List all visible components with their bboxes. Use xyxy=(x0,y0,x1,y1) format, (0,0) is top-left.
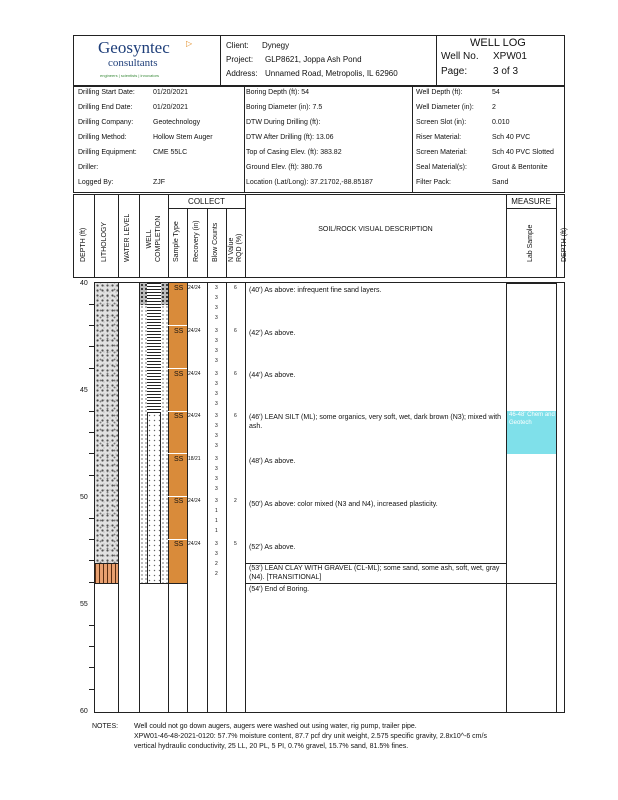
blow-count: 3 xyxy=(215,401,218,407)
description-line: (42') As above. xyxy=(249,330,296,337)
blow-count: 3 xyxy=(215,348,218,354)
well-borehole-column xyxy=(147,413,161,583)
n-value: 5 xyxy=(234,541,237,547)
notes-line: vertical hydraulic conductivity, 25 LL, 20 PL, 5 PI, 0.7% gravel, 15.7% sand, 81.5% fines. xyxy=(134,743,409,750)
info-row: Location (Lat/Long): 37.21702,-88.85187 xyxy=(246,179,373,186)
logo-sub: consultants xyxy=(108,57,158,69)
info-row: Well Diameter (in): 2 xyxy=(416,104,496,111)
well-annulus-grout-right xyxy=(161,283,168,305)
info-row: Ground Elev. (ft): 380.76 xyxy=(246,164,323,171)
info-row: Seal Material(s): Grout & Bentonite xyxy=(416,164,548,171)
client-label: Client: xyxy=(226,41,249,50)
sample-type: SS xyxy=(174,498,184,505)
description-line: (52') As above. xyxy=(249,544,296,551)
description-line: (48') As above. xyxy=(249,458,296,465)
lab-sample-label: 46-48' Chem and Geotech xyxy=(509,412,555,426)
measure-header: MEASURE xyxy=(511,197,551,206)
page-value: 3 of 3 xyxy=(493,66,519,77)
blow-count: 3 xyxy=(215,486,218,492)
blow-count: 3 xyxy=(215,551,218,557)
info-row: Drilling Start Date: 01/20/2021 xyxy=(78,89,189,96)
blow-count: 2 xyxy=(215,561,218,567)
info-row: Screen Material: Sch 40 PVC Slotted xyxy=(416,149,554,156)
info-col-1 xyxy=(78,88,213,193)
info-row: Riser Material: Sch 40 PVC xyxy=(416,134,531,141)
well-completion-col-header: WELL COMPLETION xyxy=(146,215,162,262)
n-value: 6 xyxy=(234,285,237,291)
info-row: Boring Diameter (in): 7.5 xyxy=(246,104,323,111)
blow-count: 3 xyxy=(215,305,218,311)
well-filter-sand-left xyxy=(140,305,147,583)
recovery-value: 24/24 xyxy=(188,413,201,419)
notes-label: NOTES: xyxy=(92,723,119,730)
blow-count: 3 xyxy=(215,358,218,364)
description-line: (50') As above: color mixed (N3 and N4), increased plasticity. xyxy=(249,501,438,508)
info-row: Screen Slot (in): 0.010 xyxy=(416,119,510,126)
sample-type: SS xyxy=(174,328,184,335)
depth-col-header: DEPTH (ft) xyxy=(80,227,87,262)
lithology-col-header: LITHOLOGY xyxy=(101,221,108,262)
sample-type: SS xyxy=(174,413,184,420)
recovery-value: 24/24 xyxy=(188,498,201,504)
well-no-value: XPW01 xyxy=(493,51,527,62)
depth-tick-label: 55 xyxy=(80,601,88,608)
lithology-ash-fill xyxy=(95,283,118,563)
blow-count: 3 xyxy=(215,413,218,419)
company-logo xyxy=(98,39,208,78)
notes-line: Well could not go down augers, augers were washed out using water, rig pump, trailer pipe. xyxy=(134,723,417,730)
description-line: (54') End of Boring. xyxy=(249,586,310,593)
info-col-2 xyxy=(246,88,373,193)
info-row: DTW After Drilling (ft): 13.06 xyxy=(246,134,334,141)
recovery-value: 24/24 xyxy=(188,541,201,547)
client-value: Dynegy xyxy=(262,41,290,50)
description-header: SOIL/ROCK VISUAL DESCRIPTION xyxy=(318,226,433,233)
blow-count: 3 xyxy=(215,315,218,321)
lithology-clay-gravel xyxy=(95,563,118,583)
sample-type-col-header: Sample Type xyxy=(173,221,180,262)
info-row: Drilling Method: Hollow Stem Auger xyxy=(78,134,213,141)
notes-line: XPW01-46-48-2021-0120: 57.7% moisture content, 87.7 pcf dry unit weight, 2.575 specific gravity, 2.8x10^-6 cm/s xyxy=(134,733,487,740)
info-row: Logged By: ZJF xyxy=(78,179,166,186)
info-row: Top of Casing Elev. (ft): 383.82 xyxy=(246,149,342,156)
blow-count: 3 xyxy=(215,328,218,334)
lab-sample-col-header: Lab Sample xyxy=(527,224,534,262)
info-row: Driller: xyxy=(78,164,99,171)
blow-count: 3 xyxy=(215,371,218,377)
project-label: Project: xyxy=(226,55,254,64)
log-title: WELL LOG xyxy=(470,37,526,49)
depth-tick-label: 40 xyxy=(80,280,88,287)
description-line: (46') LEAN SILT (ML); some organics, very soft, wet, dark brown (N3); mixed with ash. xyxy=(249,414,501,430)
blow-count: 3 xyxy=(215,456,218,462)
sample-type: SS xyxy=(174,541,184,548)
blow-count: 3 xyxy=(215,391,218,397)
blow-count: 3 xyxy=(215,476,218,482)
blow-count: 1 xyxy=(215,518,218,524)
info-row: DTW During Drilling (ft): xyxy=(246,119,321,126)
info-row: Filter Pack: Sand xyxy=(416,179,509,186)
n-value: 6 xyxy=(234,413,237,419)
recovery-value: 24/24 xyxy=(188,371,201,377)
blow-count: 2 xyxy=(215,571,218,577)
description-line: (44') As above. xyxy=(249,372,296,379)
sample-type: SS xyxy=(174,285,184,292)
well-annulus-grout-left xyxy=(140,283,147,305)
recovery-value: 24/24 xyxy=(188,328,201,334)
water-level-col-header: WATER LEVEL xyxy=(124,213,131,262)
depth-tick-label: 50 xyxy=(80,494,88,501)
blow-count: 3 xyxy=(215,381,218,387)
info-row: Drilling Company: Geotechnology xyxy=(78,119,201,126)
well-no-label: Well No. xyxy=(441,51,479,62)
sample-type: SS xyxy=(174,371,184,378)
logo-name: Geosyntec xyxy=(98,38,170,57)
info-row: Drilling End Date: 01/20/2021 xyxy=(78,104,189,111)
blow-count: 3 xyxy=(215,295,218,301)
depth-tick-label: 45 xyxy=(80,387,88,394)
recovery-value: 24/24 xyxy=(188,285,201,291)
blow-count: 1 xyxy=(215,528,218,534)
blow-count: 3 xyxy=(215,423,218,429)
page-label: Page: xyxy=(441,66,468,77)
address-value: Unnamed Road, Metropolis, IL 62960 xyxy=(265,69,398,78)
info-row: Drilling Equipment: CME 55LC xyxy=(78,149,188,156)
project-value: GLP8621, Joppa Ash Pond xyxy=(265,55,362,64)
n-value: 2 xyxy=(234,498,237,504)
blow-count: 1 xyxy=(215,508,218,514)
blow-count: 3 xyxy=(215,541,218,547)
blow-count: 3 xyxy=(215,443,218,449)
recovery-value: 18/21 xyxy=(188,456,201,462)
logo-tagline: engineers | scientists | innovators xyxy=(100,73,159,78)
blow-count: 3 xyxy=(215,338,218,344)
description-line: (53') LEAN CLAY WITH GRAVEL (CL-ML); some sand, some ash, soft, wet, gray (N4). [TRANSITIONAL] xyxy=(249,565,500,581)
sample-type: SS xyxy=(174,456,184,463)
info-row: Boring Depth (ft): 54 xyxy=(246,89,310,96)
n-value: 6 xyxy=(234,328,237,334)
description-line: (40') As above: infrequent fine sand layers. xyxy=(249,287,382,294)
well-filter-sand-right xyxy=(161,305,168,583)
depth-right-col-header: DEPTH (ft) xyxy=(561,227,568,262)
collect-header: COLLECT xyxy=(188,197,225,206)
depth-tick-label: 60 xyxy=(80,708,88,715)
blow-count: 3 xyxy=(215,433,218,439)
recovery-col-header: Recovery (in) xyxy=(193,220,200,262)
blow-counts-col-header: Blow Counts xyxy=(212,222,219,262)
blow-count: 3 xyxy=(215,498,218,504)
n-value-col-header: N Value RQD (%) xyxy=(228,233,243,262)
well-screen xyxy=(147,283,161,413)
blow-count: 3 xyxy=(215,285,218,291)
address-label: Address: xyxy=(226,69,258,78)
info-row: Well Depth (ft): 54 xyxy=(416,89,500,96)
blow-count: 3 xyxy=(215,466,218,472)
logo-triangle-icon: ▷ xyxy=(186,39,193,48)
info-col-3 xyxy=(416,88,554,193)
n-value: 6 xyxy=(234,371,237,377)
